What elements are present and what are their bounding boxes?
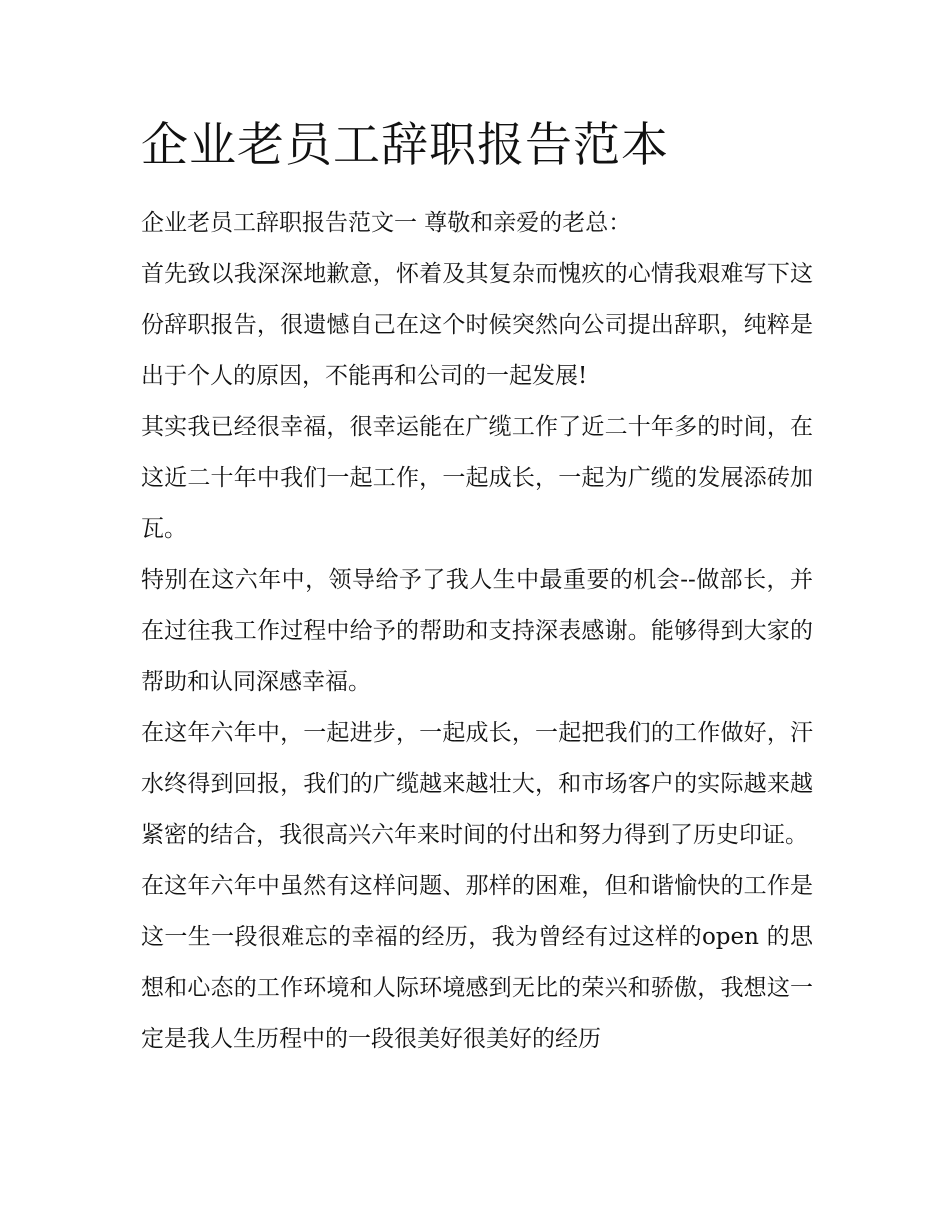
document-page bbox=[141, 112, 813, 1065]
document-title: 企业老员工辞职报告范本 bbox=[141, 118, 669, 173]
paragraph-progress: 在这年六年中，一起进步，一起成长，一起把我们的工作做好，汗水终得到回报，我们的广缆越来越壮大，和市场客户的实际越来越紧密的结合，我很高兴六年来时间的付出和努力得到了历史印证。 bbox=[141, 720, 813, 848]
paragraph-experience: 在这年六年中虽然有这样问题、那样的困难，但和谐愉快的工作是这一生一段很难忘的幸福的经历，我为曾经有过这样的open 的思想和心态的工作环境和人际环境感到无比的荣兴和骄傲，我想这一定是我人生历程中的一段很美好很美好的经历 bbox=[141, 873, 813, 1052]
paragraph-salutation: 企业老员工辞职报告范文一 尊敬和亲爱的老总： bbox=[141, 210, 632, 236]
paragraph-opportunity: 特别在这六年中，领导给予了我人生中最重要的机会--做部长，并在过往我工作过程中给予的帮助和支持深表感谢。能够得到大家的帮助和认同深感幸福。 bbox=[141, 567, 813, 695]
paragraph-gratitude: 其实我已经很幸福，很幸运能在广缆工作了近二十年多的时间，在这近二十年中我们一起工作，一起成长，一起为广缆的发展添砖加瓦。 bbox=[141, 414, 813, 542]
paragraph-apology: 首先致以我深深地歉意，怀着及其复杂而愧疚的心情我艰难写下这份辞职报告，很遗憾自己在这个时候突然向公司提出辞职，纯粹是出于个人的原因，不能再和公司的一起发展! bbox=[141, 261, 813, 389]
